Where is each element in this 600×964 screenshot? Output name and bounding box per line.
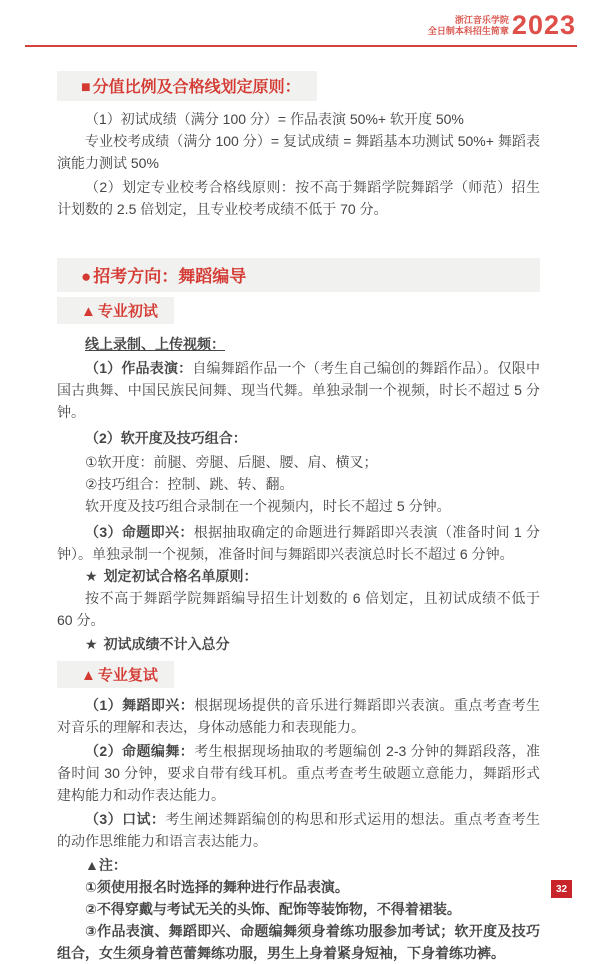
section-heading-score-ratio-label: 分值比例及合格线划定原则： — [92, 79, 301, 96]
header-org-name: 浙江音乐学院 — [454, 15, 509, 25]
paragraph-oral-exam-lead: （3）口试： — [85, 811, 166, 827]
page-content — [57, 71, 540, 964]
subsection-heading-retest-exam-label: 专业复试 — [97, 667, 158, 684]
page-number-badge: 32 — [551, 880, 572, 898]
paragraph-work-performance-text: 自编舞蹈作品一个（考生自己编创的舞蹈作品）。仅限中国古典舞、中国民族民间舞、现当代舞。单独录制一个视频，时长不超过 5 分钟。 — [57, 360, 540, 420]
paragraph-choreography — [57, 740, 540, 806]
subsection-heading-retest-exam — [57, 661, 174, 688]
paragraph-technique-items: ②技巧组合：控制、跳、转、翻。 — [85, 476, 294, 492]
note-item-2: ②不得穿戴与考试无关的头饰、配饰等装饰物，不得着裙装。 — [85, 901, 461, 917]
section-heading-direction-label: 招考方向：舞蹈编导 — [93, 267, 247, 286]
paragraph-choreography-lead: （2）命题编舞： — [85, 743, 195, 759]
paragraph-passlist-rule-text: 按不高于舞蹈学院舞蹈编导招生计划数的 6 倍划定，且初试成绩不低于 60 分。 — [57, 590, 540, 628]
star-bullet-icon: ★ — [85, 568, 98, 584]
paragraph-oral-exam — [57, 808, 540, 852]
star-score-not-counted-label: 初试成绩不计入总分 — [103, 636, 230, 652]
paragraph-passline-rule: （2）划定专业校考合格线原则：按不高于舞蹈学院舞蹈学（师范）招生计划数的 2.5 倍划定，且专业校考成绩不低于 70 分。 — [57, 179, 540, 217]
subsection-heading-initial-exam — [57, 297, 174, 324]
notes-heading — [57, 854, 540, 876]
paragraph-initial-score-formula: （1）初试成绩（满分 100 分）= 作品表演 50%+ 软开度 50% — [85, 111, 464, 127]
paragraph-work-performance-lead: （1）作品表演： — [85, 360, 193, 376]
online-recording-subtitle: 线上录制、上传视频： — [85, 336, 225, 352]
paragraph-improvisation-text: 根据抽取确定的命题进行舞蹈即兴表演（准备时间 1 分钟）。单独录制一个视频，准备时间与舞蹈即兴表演总时长不超过 6 分钟。 — [57, 524, 540, 562]
page-header — [427, 10, 576, 40]
paragraph-dance-improv-text: 根据现场提供的音乐进行舞蹈即兴表演。重点考查考生对音乐的理解和表达，身体动感能力和表现能力。 — [57, 697, 540, 735]
header-year: 2023 — [511, 10, 576, 40]
paragraph-improvisation — [57, 521, 540, 565]
section-heading-direction — [57, 258, 540, 292]
paragraph-dance-improv-lead: （1）舞蹈即兴： — [85, 697, 195, 713]
notes-heading-label: 注： — [98, 857, 127, 873]
section-heading-score-ratio — [57, 71, 317, 101]
paragraph-flexibility-heading: （2）软开度及技巧组合： — [85, 430, 247, 446]
square-bullet-icon: ■ — [81, 79, 91, 96]
star-passlist-rule-heading — [57, 565, 540, 587]
star-bullet-icon: ★ — [85, 636, 98, 652]
paragraph-work-performance — [57, 357, 540, 423]
paragraph-exam-score-formula: 专业校考成绩（满分 100 分）= 复试成绩 = 舞蹈基本功测试 50%+ 舞蹈表演能力测试 50% — [57, 133, 540, 171]
paragraph-improvisation-lead: （3）命题即兴： — [85, 524, 194, 540]
subsection-heading-initial-exam-label: 专业初试 — [97, 303, 158, 320]
note-item-1: ①须使用报名时选择的舞种进行作品表演。 — [85, 879, 349, 895]
triangle-bullet-icon: ▲ — [85, 857, 99, 873]
paragraph-flexibility-items: ①软开度：前腿、旁腿、后腿、腰、肩、横叉； — [85, 454, 378, 470]
star-passlist-rule-label: 划定初试合格名单原则： — [103, 568, 258, 584]
paragraph-dance-improv — [57, 694, 540, 738]
header-rule — [25, 45, 577, 47]
paragraph-choreography-text: 考生根据现场抽取的考题编创 2-3 分钟的舞蹈段落，准备时间 30 分钟，要求自带有线耳机。重点考查考生破题立意能力，舞蹈形式建构能力和动作表达能力。 — [57, 743, 540, 803]
paragraph-flexibility-video-note: 软开度及技巧组合录制在一个视频内，时长不超过 5 分钟。 — [85, 498, 451, 514]
triangle-bullet-icon: ▲ — [81, 667, 96, 684]
note-item-3: ③作品表演、舞蹈即兴、命题编舞须身着练功服参加考试；软开度及技巧组合，女生须身着芭蕾舞练功服，男生上身着紧身短袖，下身着练功裤。 — [57, 923, 540, 961]
header-org-lines — [428, 15, 509, 37]
star-score-not-counted — [57, 633, 540, 655]
triangle-bullet-icon: ▲ — [81, 303, 96, 320]
header-brochure-title: 全日制本科招生简章 — [427, 26, 509, 36]
paragraph-oral-exam-text: 考生阐述舞蹈编创的构思和形式运用的想法。重点考查考生的动作思维能力和语言表达能力。 — [57, 811, 540, 849]
circle-bullet-icon: ● — [81, 267, 92, 286]
